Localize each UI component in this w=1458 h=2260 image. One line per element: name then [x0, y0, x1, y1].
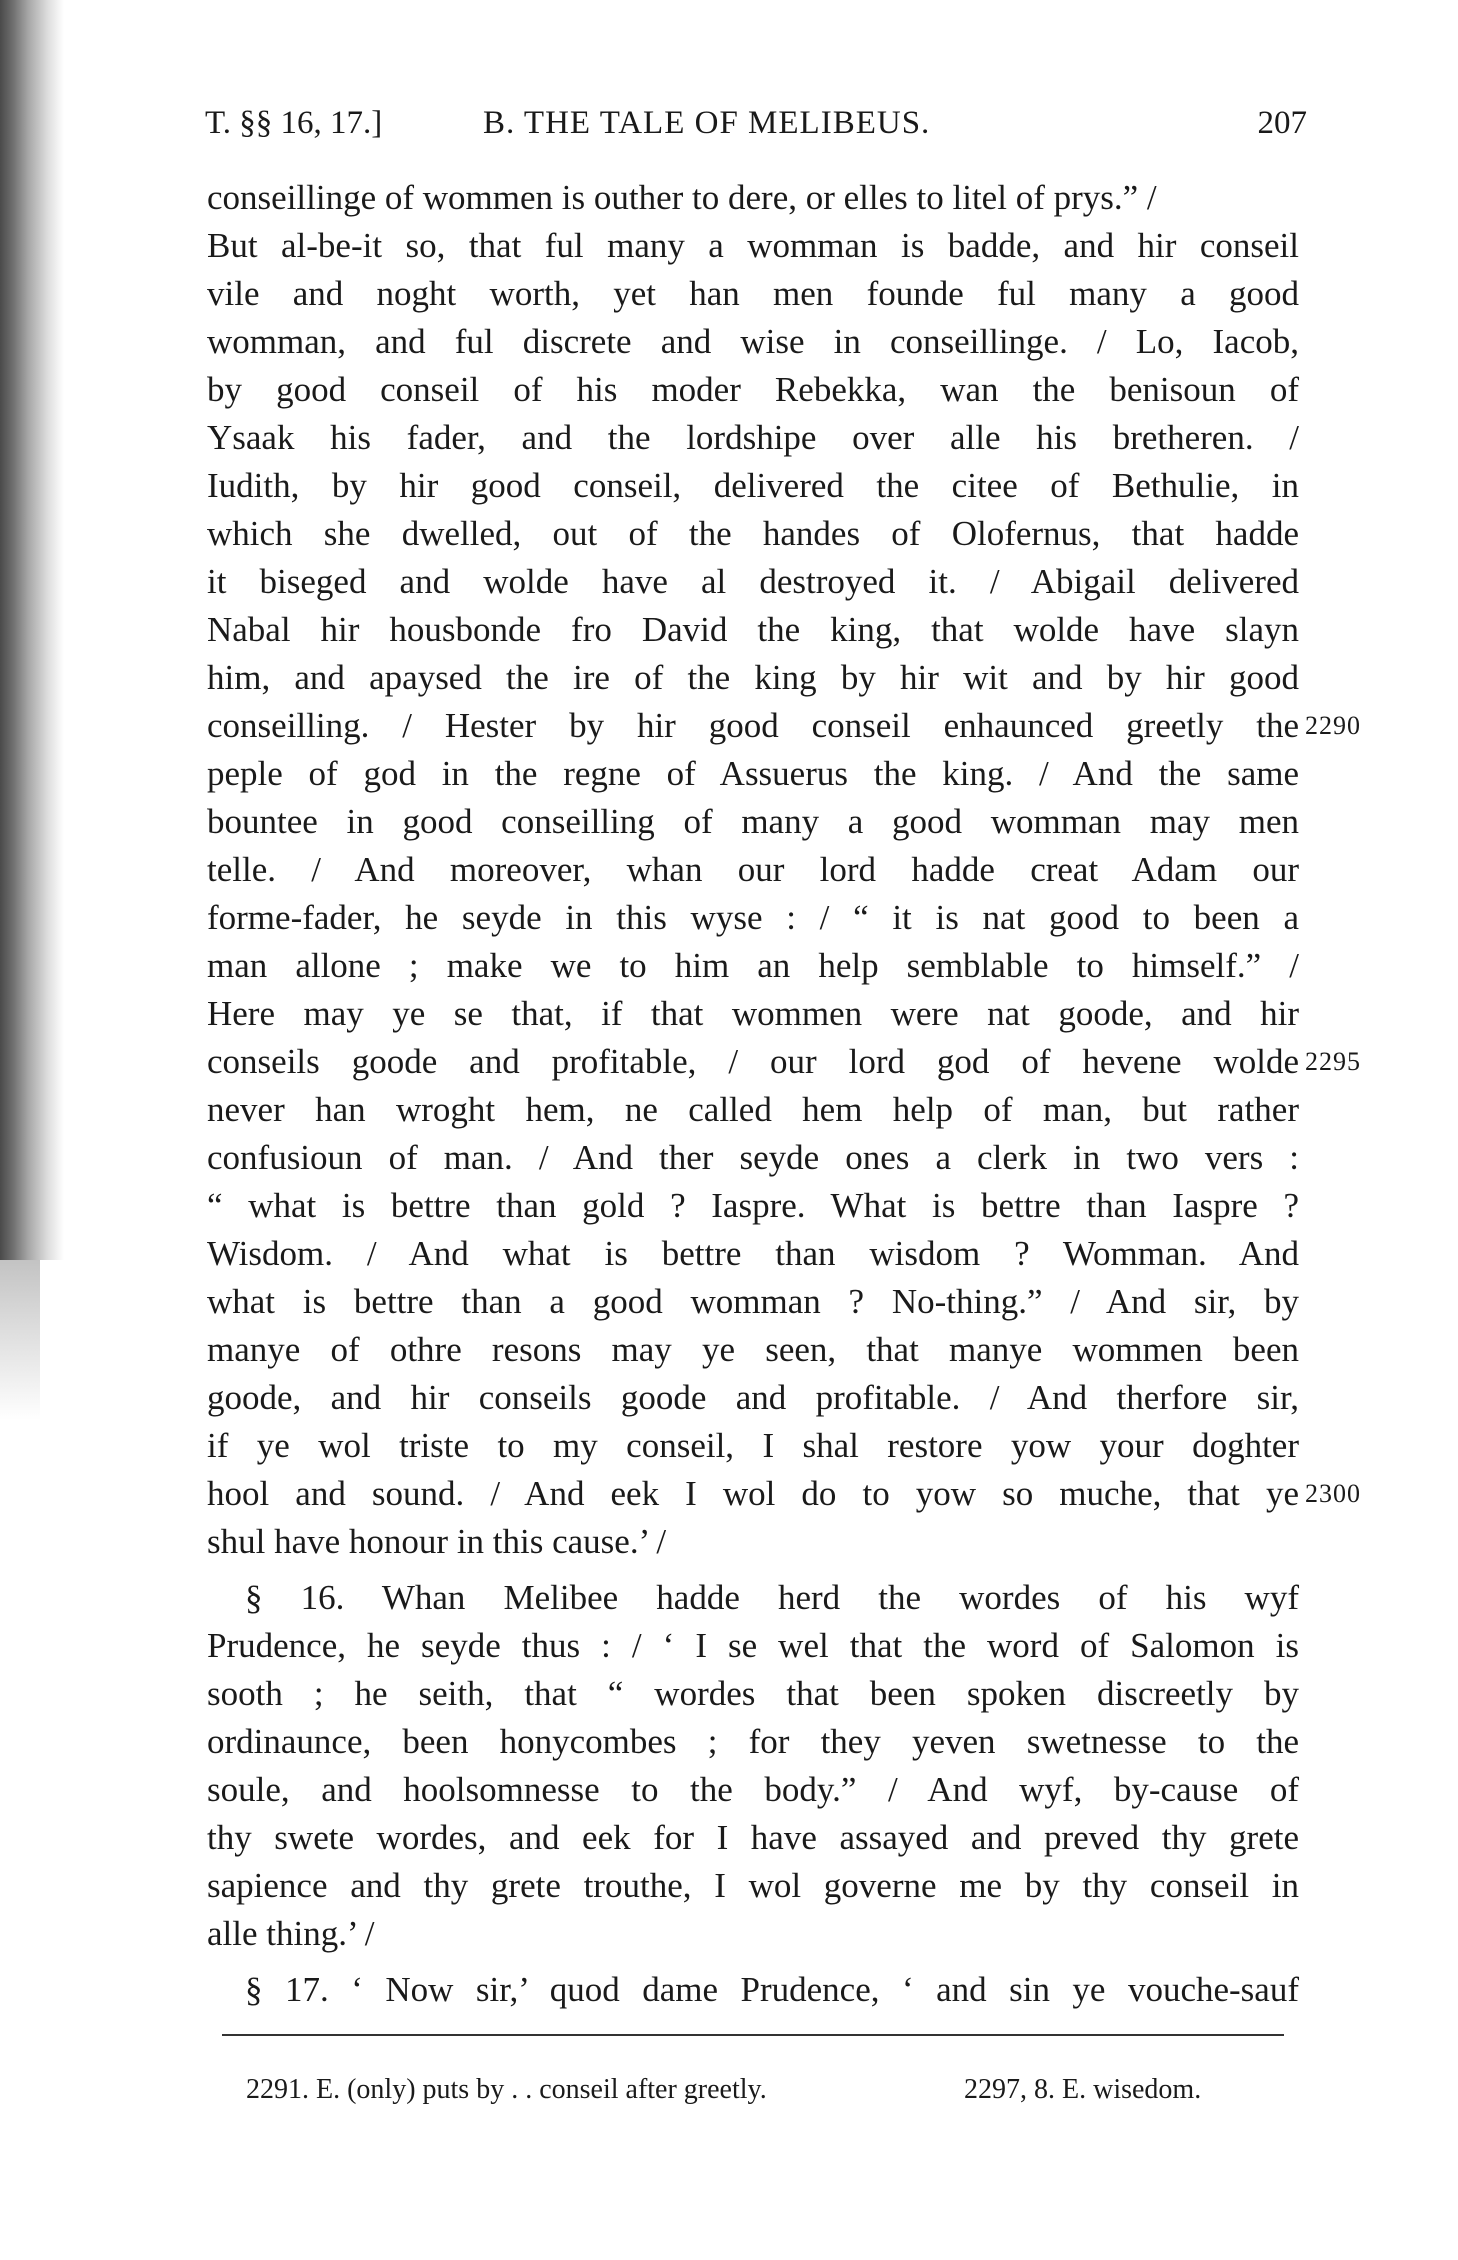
- text-line: “ what is bettre than gold ? Iaspre. What is bettre than Iaspre ?: [207, 1186, 1299, 1225]
- page-number: 207: [1257, 105, 1307, 141]
- text-line: man allone ; make we to him an help semblable to himself.” /: [207, 946, 1299, 985]
- text-line: Nabal hir housbonde fro David the king, that wolde have slayn: [207, 610, 1299, 649]
- text-line: vile and noght worth, yet han men founde ful many a good: [207, 274, 1299, 313]
- line-number: 2300: [1305, 1479, 1361, 1508]
- text-line: shul have honour in this cause.’ /: [207, 1522, 667, 1561]
- running-head: [205, 98, 1315, 148]
- text-line: § 17. ‘ Now sir,’ quod dame Prudence, ‘ and sin ye vouche-sauf: [245, 1970, 1299, 2009]
- text-line: conseils goode and profitable, / our lord god of hevene wolde: [207, 1042, 1299, 1081]
- section-reference: T. §§ 16, 17.]: [205, 105, 383, 141]
- text-line: conseilling. / Hester by hir good conseil enhaunced greetly the: [207, 706, 1299, 745]
- text-line: confusioun of man. / And ther seyde ones a clerk in two vers :: [207, 1138, 1299, 1177]
- text-line: Iudith, by hir good conseil, delivered the citee of Bethulie, in: [207, 466, 1299, 505]
- text-line: if ye wol triste to my conseil, I shal restore yow your doghter: [207, 1426, 1299, 1465]
- running-title: B. THE TALE OF MELIBEUS.: [483, 105, 931, 141]
- body-text: [207, 174, 1299, 2014]
- text-line: bountee in good conseilling of many a good womman may men: [207, 802, 1299, 841]
- text-line: telle. / And moreover, whan our lord hadde creat Adam our: [207, 850, 1299, 889]
- text-line: which she dwelled, out of the handes of Olofernus, that hadde: [207, 514, 1299, 553]
- text-line: womman, and ful discrete and wise in conseillinge. / Lo, Iacob,: [207, 322, 1299, 361]
- footnote-2291: 2291. E. (only) puts by . . conseil after greetly.: [246, 2074, 767, 2105]
- text-line: sapience and thy grete trouthe, I wol governe me by thy conseil in: [207, 1866, 1299, 1905]
- text-line: manye of othre resons may ye seen, that manye wommen been: [207, 1330, 1299, 1369]
- text-line: thy swete wordes, and eek for I have assayed and preved thy grete: [207, 1818, 1299, 1857]
- text-line: hool and sound. / And eek I wol do to yow so muche, that ye: [207, 1474, 1299, 1513]
- text-line: forme-fader, he seyde in this wyse : / “ it is nat good to been a: [207, 898, 1299, 937]
- text-line: alle thing.’ /: [207, 1914, 375, 1953]
- text-line: never han wroght hem, ne called hem help of man, but rather: [207, 1090, 1299, 1129]
- footnote-rule: [222, 2034, 1284, 2036]
- text-line: it biseged and wolde have al destroyed it. / Abigail delivered: [207, 562, 1299, 601]
- text-line: But al-be-it so, that ful many a womman is badde, and hir conseil: [207, 226, 1299, 265]
- text-line: conseillinge of wommen is outher to dere, or elles to litel of prys.” /: [207, 178, 1157, 217]
- text-line: Prudence, he seyde thus : / ‘ I se wel that the word of Salomon is: [207, 1626, 1299, 1665]
- text-line: goode, and hir conseils goode and profitable. / And therfore sir,: [207, 1378, 1299, 1417]
- text-line: soule, and hoolsomnesse to the body.” / And wyf, by-cause of: [207, 1770, 1299, 1809]
- text-line: Ysaak his fader, and the lordshipe over alle his bretheren. /: [207, 418, 1299, 457]
- text-line: Here may ye se that, if that wommen were nat goode, and hir: [207, 994, 1299, 1033]
- footnote-2297: 2297, 8. E. wisedom.: [964, 2074, 1202, 2105]
- footnotes: [246, 2068, 1276, 2112]
- text-line: by good conseil of his moder Rebekka, wan the benisoun of: [207, 370, 1299, 409]
- line-number: 2295: [1305, 1047, 1361, 1076]
- text-line: him, and apaysed the ire of the king by hir wit and by hir good: [207, 658, 1299, 697]
- text-line: what is bettre than a good womman ? No-thing.” / And sir, by: [207, 1282, 1299, 1321]
- page-edge-shadow-lower: [0, 1260, 40, 1420]
- text-line: ordinaunce, been honycombes ; for they yeven swetnesse to the: [207, 1722, 1299, 1761]
- text-line: Wisdom. / And what is bettre than wisdom ? Womman. And: [207, 1234, 1299, 1273]
- text-line: peple of god in the regne of Assuerus the king. / And the same: [207, 754, 1299, 793]
- text-line: sooth ; he seith, that “ wordes that been spoken discreetly by: [207, 1674, 1299, 1713]
- page-edge-shadow: [0, 0, 64, 1260]
- text-line: § 16. Whan Melibee hadde herd the wordes of his wyf: [245, 1578, 1299, 1617]
- line-number: 2290: [1305, 711, 1361, 740]
